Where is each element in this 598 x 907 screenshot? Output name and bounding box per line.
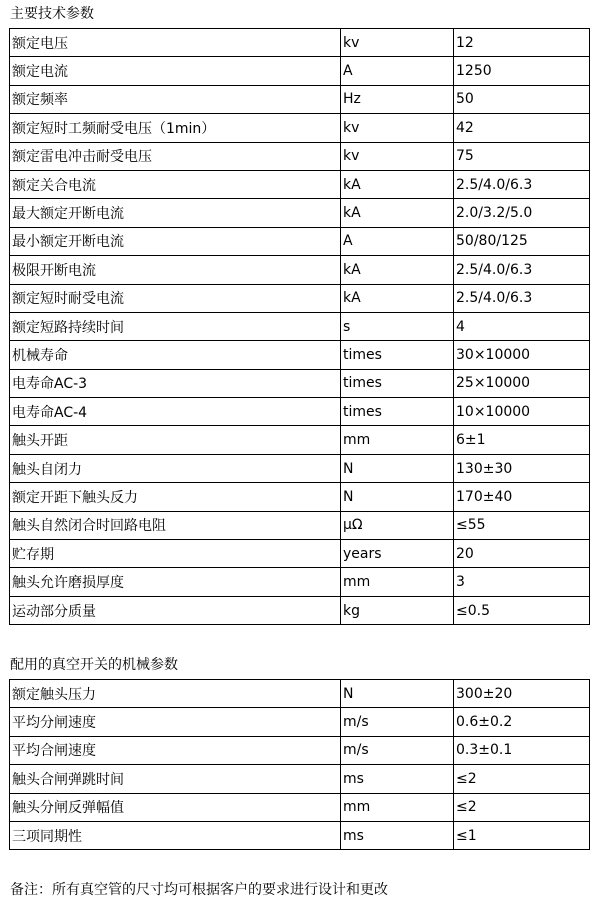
- value-cell: 0.6±0.2: [454, 708, 590, 736]
- value-cell: 25×10000: [454, 369, 590, 397]
- unit-cell: mm: [341, 426, 454, 454]
- unit-cell: times: [341, 369, 454, 397]
- unit-cell: kv: [341, 142, 454, 170]
- unit-cell: mm: [341, 568, 454, 596]
- value-cell: 10×10000: [454, 398, 590, 426]
- param-name-cell: 触头分闸反弹幅值: [10, 793, 341, 821]
- table-row: [10, 369, 590, 397]
- param-name-cell: 三项同期性: [10, 821, 341, 849]
- table-row: [10, 142, 590, 170]
- value-cell: 20: [454, 540, 590, 568]
- value-cell: 30×10000: [454, 341, 590, 369]
- unit-cell: ms: [341, 821, 454, 849]
- table-row: [10, 398, 590, 426]
- unit-cell: ms: [341, 765, 454, 793]
- table-row: [10, 57, 590, 85]
- section-title-main-parameters: 主要技术参数: [10, 6, 94, 22]
- value-cell: ≤1: [454, 821, 590, 849]
- value-cell: ≤2: [454, 765, 590, 793]
- value-cell: 170±40: [454, 483, 590, 511]
- param-name-cell: 额定短时工频耐受电压（1min）: [10, 114, 341, 142]
- unit-cell: kv: [341, 29, 454, 57]
- value-cell: 50: [454, 85, 590, 113]
- unit-cell: N: [341, 680, 454, 708]
- table-row: [10, 568, 590, 596]
- unit-cell: times: [341, 398, 454, 426]
- param-name-cell: 触头自闭力: [10, 454, 341, 482]
- value-cell: 2.5/4.0/6.3: [454, 170, 590, 198]
- value-cell: 1250: [454, 57, 590, 85]
- value-cell: 4: [454, 312, 590, 340]
- value-cell: 42: [454, 114, 590, 142]
- main-parameters-table: [9, 28, 590, 625]
- table-row: [10, 256, 590, 284]
- value-cell: 75: [454, 142, 590, 170]
- param-name-cell: 最大额定开断电流: [10, 199, 341, 227]
- value-cell: 2.5/4.0/6.3: [454, 256, 590, 284]
- param-name-cell: 额定雷电冲击耐受电压: [10, 142, 341, 170]
- param-name-cell: 额定关合电流: [10, 170, 341, 198]
- table-row: [10, 284, 590, 312]
- table-row: [10, 170, 590, 198]
- param-name-cell: 触头合闸弹跳时间: [10, 765, 341, 793]
- table-row: [10, 765, 590, 793]
- table-row: [10, 227, 590, 255]
- table-row: [10, 114, 590, 142]
- value-cell: ≤2: [454, 793, 590, 821]
- vacuum-switch-parameters-table: [9, 679, 590, 850]
- section-title-vacuum-switch-parameters: 配用的真空开关的机械参数: [10, 657, 178, 673]
- table-row: [10, 511, 590, 539]
- unit-cell: Hz: [341, 85, 454, 113]
- table-row: [10, 454, 590, 482]
- table-row: [10, 540, 590, 568]
- unit-cell: kA: [341, 199, 454, 227]
- unit-cell: times: [341, 341, 454, 369]
- param-name-cell: 额定电压: [10, 29, 341, 57]
- unit-cell: N: [341, 454, 454, 482]
- table-row: [10, 793, 590, 821]
- param-name-cell: 平均分闸速度: [10, 708, 341, 736]
- unit-cell: kA: [341, 256, 454, 284]
- unit-cell: kA: [341, 170, 454, 198]
- param-name-cell: 平均合闸速度: [10, 736, 341, 764]
- table-row: [10, 596, 590, 624]
- param-name-cell: 额定短路持续时间: [10, 312, 341, 340]
- param-name-cell: 额定开距下触头反力: [10, 483, 341, 511]
- unit-cell: mm: [341, 793, 454, 821]
- table-row: [10, 312, 590, 340]
- table-row: [10, 29, 590, 57]
- value-cell: 12: [454, 29, 590, 57]
- value-cell: 2.5/4.0/6.3: [454, 284, 590, 312]
- value-cell: 300±20: [454, 680, 590, 708]
- table-row: [10, 708, 590, 736]
- footnote: 备注：所有真空管的尺寸均可根据客户的要求进行设计和更改: [10, 882, 388, 898]
- unit-cell: years: [341, 540, 454, 568]
- value-cell: 130±30: [454, 454, 590, 482]
- table-row: [10, 341, 590, 369]
- param-name-cell: 电寿命AC-4: [10, 398, 341, 426]
- table-row: [10, 680, 590, 708]
- table-row: [10, 821, 590, 849]
- value-cell: ≤0.5: [454, 596, 590, 624]
- unit-cell: kg: [341, 596, 454, 624]
- value-cell: 6±1: [454, 426, 590, 454]
- table-row: [10, 426, 590, 454]
- unit-cell: s: [341, 312, 454, 340]
- param-name-cell: 额定短时耐受电流: [10, 284, 341, 312]
- param-name-cell: 触头允许磨损厚度: [10, 568, 341, 596]
- table-row: [10, 483, 590, 511]
- value-cell: 50/80/125: [454, 227, 590, 255]
- unit-cell: A: [341, 57, 454, 85]
- table-row: [10, 199, 590, 227]
- unit-cell: N: [341, 483, 454, 511]
- table-row: [10, 736, 590, 764]
- value-cell: 3: [454, 568, 590, 596]
- param-name-cell: 电寿命AC-3: [10, 369, 341, 397]
- unit-cell: µΩ: [341, 511, 454, 539]
- param-name-cell: 触头开距: [10, 426, 341, 454]
- unit-cell: A: [341, 227, 454, 255]
- param-name-cell: 运动部分质量: [10, 596, 341, 624]
- value-cell: 0.3±0.1: [454, 736, 590, 764]
- value-cell: 2.0/3.2/5.0: [454, 199, 590, 227]
- param-name-cell: 极限开断电流: [10, 256, 341, 284]
- unit-cell: kv: [341, 114, 454, 142]
- value-cell: ≤55: [454, 511, 590, 539]
- param-name-cell: 额定频率: [10, 85, 341, 113]
- param-name-cell: 机械寿命: [10, 341, 341, 369]
- param-name-cell: 额定电流: [10, 57, 341, 85]
- unit-cell: m/s: [341, 708, 454, 736]
- unit-cell: kA: [341, 284, 454, 312]
- param-name-cell: 贮存期: [10, 540, 341, 568]
- unit-cell: m/s: [341, 736, 454, 764]
- param-name-cell: 触头自然闭合时回路电阻: [10, 511, 341, 539]
- param-name-cell: 最小额定开断电流: [10, 227, 341, 255]
- table-row: [10, 85, 590, 113]
- param-name-cell: 额定触头压力: [10, 680, 341, 708]
